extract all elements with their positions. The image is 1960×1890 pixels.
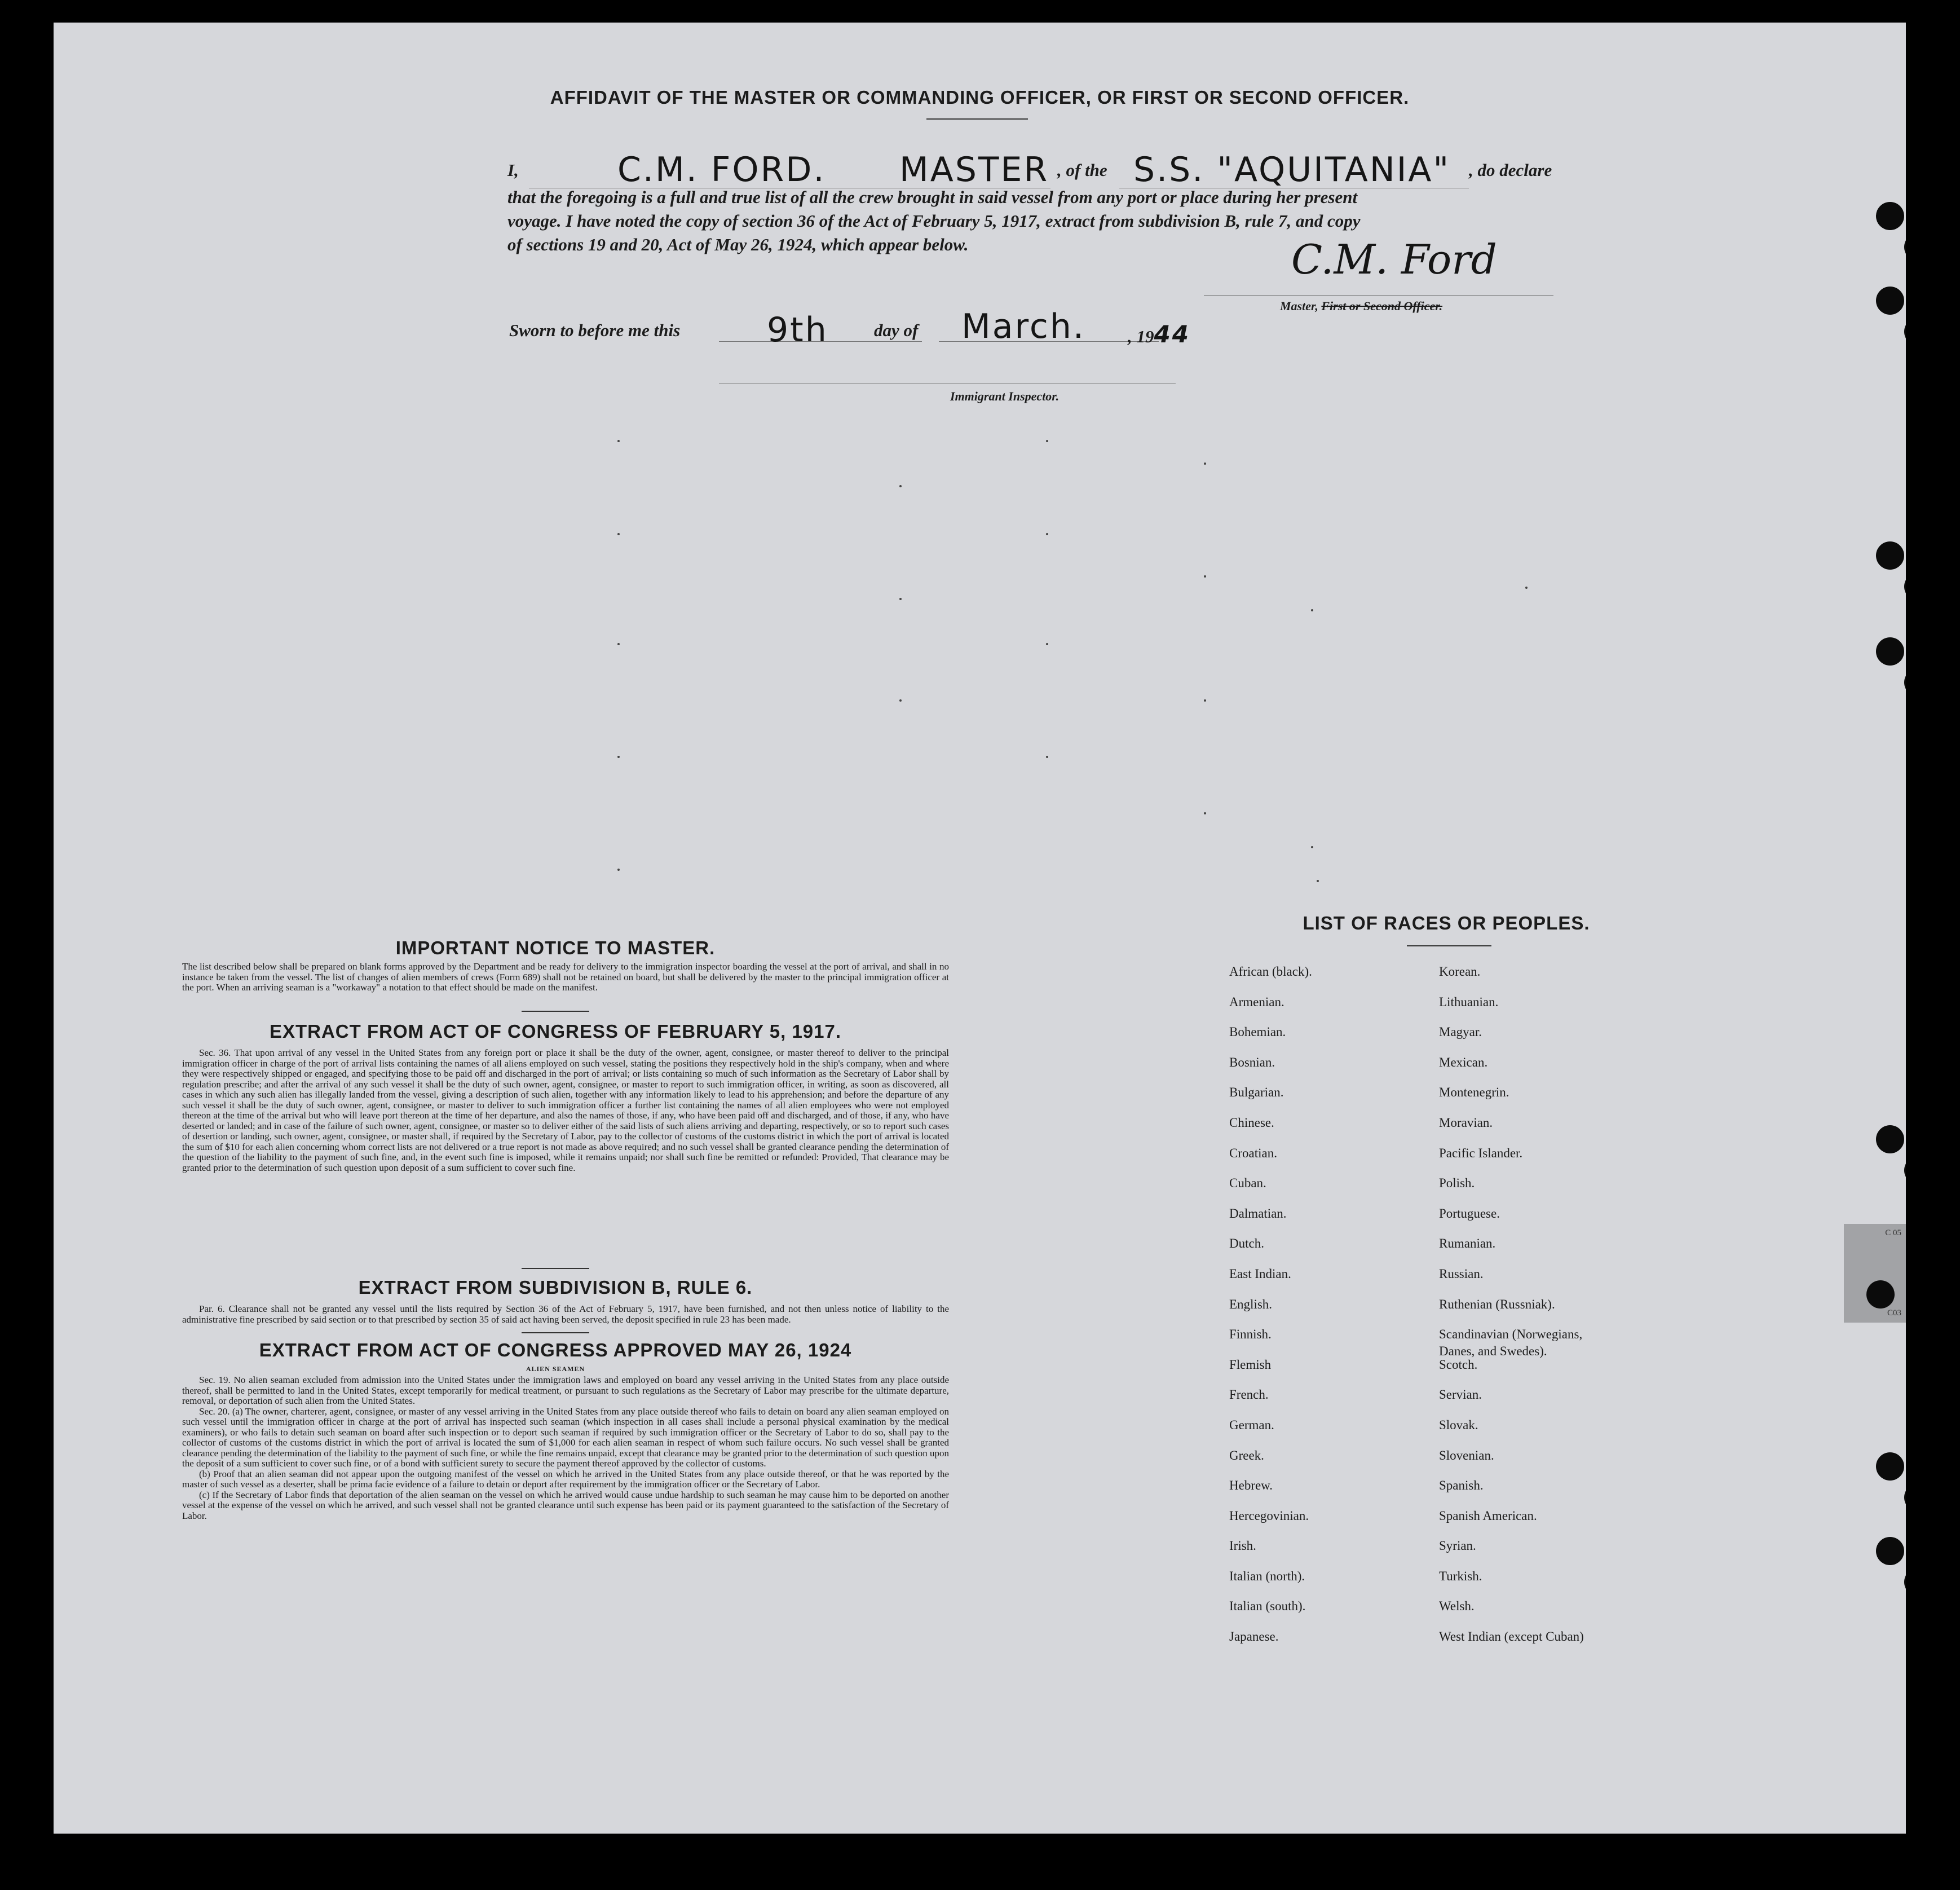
race-item: Moravian. (1439, 1115, 1493, 1130)
master-signature: C.M. Ford (1291, 236, 1497, 283)
binder-hole (1876, 202, 1904, 230)
binder-hole (1876, 637, 1904, 666)
race-item: Hebrew. (1229, 1478, 1273, 1493)
race-item: Irish. (1229, 1539, 1256, 1553)
notice-text: The list described below shall be prepared on blank forms approved by the Department and be ready for delivery to the immigration inspector boarding the vessel at the port of arrival, and shall in no instance be taken from the vessel. The list of changes of alien members of crews (Form 689) shall not be retained on board, but shall be delivered by the master to the principal immigration officer at the port. When an arriving seaman is a "workaway" a notation to that effect should be made on the manifest. (182, 961, 949, 993)
race-item: Bosnian. (1229, 1055, 1275, 1069)
of-the-label: , of the (1057, 160, 1107, 180)
sec-19-text: Sec. 19. No alien seaman excluded from admission into the United States under the immigration laws and employed on board any vessel arriving in the United States from any place outside thereof, shall be permitted to land in the United States, except temporarily for medical treatment, or pursuant to such regulations as the Secretary of Labor may prescribe for the ultimate departure, removal, or deportation of such alien from the United States. (182, 1374, 949, 1406)
title-rule (926, 118, 1028, 120)
race-item: Welsh. (1439, 1599, 1475, 1614)
year-prefix: , 19 (1128, 327, 1154, 346)
race-item: Spanish. (1439, 1478, 1484, 1493)
binder-hole (1876, 1452, 1904, 1481)
extract-1924-subtitle: ALIEN SEAMEN (526, 1365, 585, 1373)
notice-rule (522, 1011, 589, 1012)
extract-1917-title: EXTRACT FROM ACT OF CONGRESS OF FEBRUARY 5, 1917. (269, 1021, 842, 1042)
race-item: German. (1229, 1417, 1274, 1432)
binder-hole (1904, 1568, 1906, 1596)
race-item: Polish. (1439, 1176, 1475, 1191)
notice-title: IMPORTANT NOTICE TO MASTER. (395, 937, 716, 958)
binder-hole (1904, 1483, 1906, 1512)
do-declare-label: , do declare (1469, 160, 1552, 180)
binder-hole (1904, 572, 1906, 601)
day-of-label: day of (874, 320, 919, 340)
race-item: French. (1229, 1387, 1269, 1402)
race-item: Ruthenian (Russniak). (1439, 1297, 1555, 1311)
sec-20a-text: Sec. 20. (a) The owner, charterer, agent, consignee, or master of any vessel arriving in the United States from any place outside thereof who fails to detain on board any alien seaman employed on such vessel until the immigration officer in charge at the port of arrival has inspected such seaman (which inspection in all cases shall include a personal physical examination by the medical examiners), or who fails to detain such seaman on board after such inspection or to deport such seaman if required by such immigration officer or the Secretary of Labor to do so, shall pay to the collector of customs of the customs district in which the port of arrival is located the sum of $1,000 for each alien seaman in respect of whom such failure occurs. No such vessel shall be granted clearance pending the determination of the liability to the payment of such fine, or while the fine remains unpaid, except that clearance may be granted prior to the determination of such question upon the deposit of a sum sufficient to cover such fine, or of a bond with sufficient surety to secure the payment thereof approved by the collector of customs. (182, 1406, 949, 1469)
binder-hole (1876, 541, 1904, 570)
sec-20b-text: (b) Proof that an alien seaman did not appear upon the outgoing manifest of the vessel on which he arrived in the United States from any place outside thereof, or that he was reported by the master of such vessel as a deserter, shall be prima facie evidence of a failure to detain or deport after requirement by the immigration officer or the Secretary of Labor. (182, 1468, 949, 1490)
races-right-column (1439, 963, 1665, 1659)
race-item: Montenegrin. (1439, 1085, 1509, 1100)
extract-1917-text: Sec. 36. That upon arrival of any vessel in the United States from any foreign port or place it shall be the duty of the owner, agent, consignee, or master thereof to deliver to the principal immigration officer in charge of the port of arrival lists containing the names of all aliens employed on such vessel, stating the positions they respectively hold in the ship's company, when and where they were respectively shipped or engaged, and specifying those to be paid off and discharged in the port of arrival; or lists containing so much of such information as the Secretary of Labor shall by regulation prescribe; and after the arrival of any such vessel it shall be the duty of such owner, agent, consignee, or master to report to such immigration officer, in writing, as soon as discovered, all cases in which any such alien has illegally landed from the vessel, giving a description of such alien, together with any information likely to lead to his apprehension; and before the departure of any such vessel it shall be the duty of such owner, agent, consignee, or master to deliver to such immigration officer a further list containing the names of all alien employees who were not employed thereon at the time of the arrival but who will leave port thereon at the time of her departure, and also the names of those, if any, who have been paid off and discharged, and of those, if any, who have deserted or landed; and in case of the failure of such owner, agent, consignee, or master so to deliver either of the said lists of such aliens arriving and departing, respectively, or so to report such cases of desertion or landing, such owner, agent, consignee, or master shall, if required by the Secretary of Labor, pay to the collector of customs of the customs district in which the port of arrival is located the sum of $10 for each alien concerning whom correct lists are not delivered or a true report is not made as above required; and no such vessel shall be granted clearance pending the determination of the question of the liability to the payment of such fine, and, in the event such fine is imposed, while it remains unpaid; nor shall such fine be remitted or refunded: Provided, That clearance may be granted prior to the determination of such question upon deposit of a sum sufficient to cover such fine. (182, 1047, 949, 1173)
sworn-day: 9th (767, 310, 828, 350)
race-item: Mexican. (1439, 1055, 1488, 1069)
binder-hole (1904, 318, 1906, 346)
race-item: East Indian. (1229, 1266, 1291, 1281)
race-item: Dalmatian. (1229, 1206, 1287, 1221)
affidavit-title: AFFIDAVIT OF THE MASTER OR COMMANDING OFFICER, OR FIRST OR SECOND OFFICER. (550, 87, 1410, 108)
extract-1924-title: EXTRACT FROM ACT OF CONGRESS APPROVED MAY 26, 1924 (259, 1340, 852, 1360)
binder-hole (1876, 287, 1904, 315)
race-item: Scandinavian (Norwegians, Danes, and Swedes). (1439, 1327, 1583, 1359)
race-item: Spanish American. (1439, 1508, 1537, 1523)
inspector-label: Immigrant Inspector. (950, 389, 1060, 403)
race-item: Pacific Islander. (1439, 1146, 1523, 1160)
vessel-name: S.S. "AQUITANIA" (1133, 150, 1451, 190)
subdivision-rule (522, 1332, 589, 1333)
affidavit-line-1: that the foregoing is a full and true list of all the crew brought in said vessel from any port or place during her present (507, 187, 1358, 207)
master-name: C.M. FORD. (617, 150, 826, 190)
race-item: Magyar. (1439, 1025, 1482, 1039)
sworn-year: 44 (1154, 320, 1190, 348)
binder-hole (1876, 1125, 1904, 1153)
race-item: Croatian. (1229, 1146, 1277, 1160)
race-item: African (black). (1229, 964, 1312, 979)
officer-label (1280, 299, 1442, 314)
races-left-column (1229, 963, 1432, 1659)
binder-hole (1866, 1280, 1895, 1309)
manifest-page (54, 23, 1906, 1834)
race-item: Greek. (1229, 1448, 1264, 1462)
race-item: Scotch. (1439, 1357, 1478, 1372)
signature-line (1204, 295, 1553, 296)
race-item: Finnish. (1229, 1327, 1272, 1342)
race-item: Japanese. (1229, 1629, 1279, 1644)
race-item: West Indian (except Cuban) (1439, 1629, 1584, 1644)
struck-officer-label: First or Second Officer. (1321, 299, 1443, 313)
i-label: I, (507, 160, 519, 180)
master-label: Master, (1280, 299, 1318, 313)
race-item: Bohemian. (1229, 1025, 1286, 1039)
sworn-month: March. (961, 307, 1085, 346)
race-item: Bulgarian. (1229, 1085, 1284, 1100)
binder-hole (1904, 668, 1906, 697)
race-item: English. (1229, 1297, 1273, 1311)
binder-hole (1904, 233, 1906, 261)
race-item: Servian. (1439, 1387, 1482, 1402)
race-item: Italian (north). (1229, 1569, 1305, 1583)
binder-hole (1876, 1537, 1904, 1565)
race-item: Russian. (1439, 1266, 1484, 1281)
race-item: Italian (south). (1229, 1599, 1306, 1614)
race-item: Syrian. (1439, 1539, 1476, 1553)
race-item: Flemish (1229, 1357, 1272, 1372)
race-item: Turkish. (1439, 1569, 1482, 1583)
affidavit-line-2: voyage. I have noted the copy of section 36 of the Act of February 5, 1917, extract from subdivision B, rule 7, and copy (507, 211, 1361, 231)
races-rule (1407, 945, 1491, 946)
sec-20c-text: (c) If the Secretary of Labor finds that deportation of the alien seaman on the vessel on which he arrived would cause undue hardship to such seaman he may cause him to be deported on another vessel at the expense of the vessel on which he arrived, and such vessel shall not be granted clearance until such expense has been paid or its payment guaranteed to the satisfaction of the Secretary of Labor. (182, 1489, 949, 1521)
race-item: Dutch. (1229, 1236, 1264, 1251)
race-item: Slovenian. (1439, 1448, 1494, 1462)
race-item: Rumanian. (1439, 1236, 1496, 1251)
edge-mark-top: C 05 (1885, 1228, 1901, 1237)
race-item: Chinese. (1229, 1115, 1274, 1130)
race-item: Armenian. (1229, 994, 1284, 1009)
race-item: Korean. (1439, 964, 1481, 979)
subdivision-text: Par. 6. Clearance shall not be granted any vessel until the lists required by Section 36 of the Act of February 5, 1917, have been furnished, and not then unless notice of liability to the administrative fine prescribed by said section or to that prescribed by section 35 of said act having been served, the deposit specified in rule 23 has been made. (182, 1303, 949, 1325)
extract-1917-rule (522, 1268, 589, 1269)
binder-hole (1904, 1156, 1906, 1184)
edge-mark-bottom: C03 (1887, 1309, 1901, 1318)
race-item: Cuban. (1229, 1176, 1266, 1191)
subdivision-title: EXTRACT FROM SUBDIVISION B, RULE 6. (358, 1277, 753, 1298)
sworn-label: Sworn to before me this (509, 320, 681, 340)
race-item: Hercegovinian. (1229, 1508, 1309, 1523)
master-rank: MASTER (899, 150, 1049, 190)
race-item: Portuguese. (1439, 1206, 1500, 1221)
extract-1924-body (182, 1375, 949, 1521)
race-item: Lithuanian. (1439, 994, 1499, 1009)
edge-patch (1844, 1224, 1906, 1323)
race-item: Slovak. (1439, 1417, 1478, 1432)
races-title: LIST OF RACES OR PEOPLES. (1303, 913, 1590, 933)
affidavit-line-3: of sections 19 and 20, Act of May 26, 1924, which appear below. (507, 235, 969, 254)
